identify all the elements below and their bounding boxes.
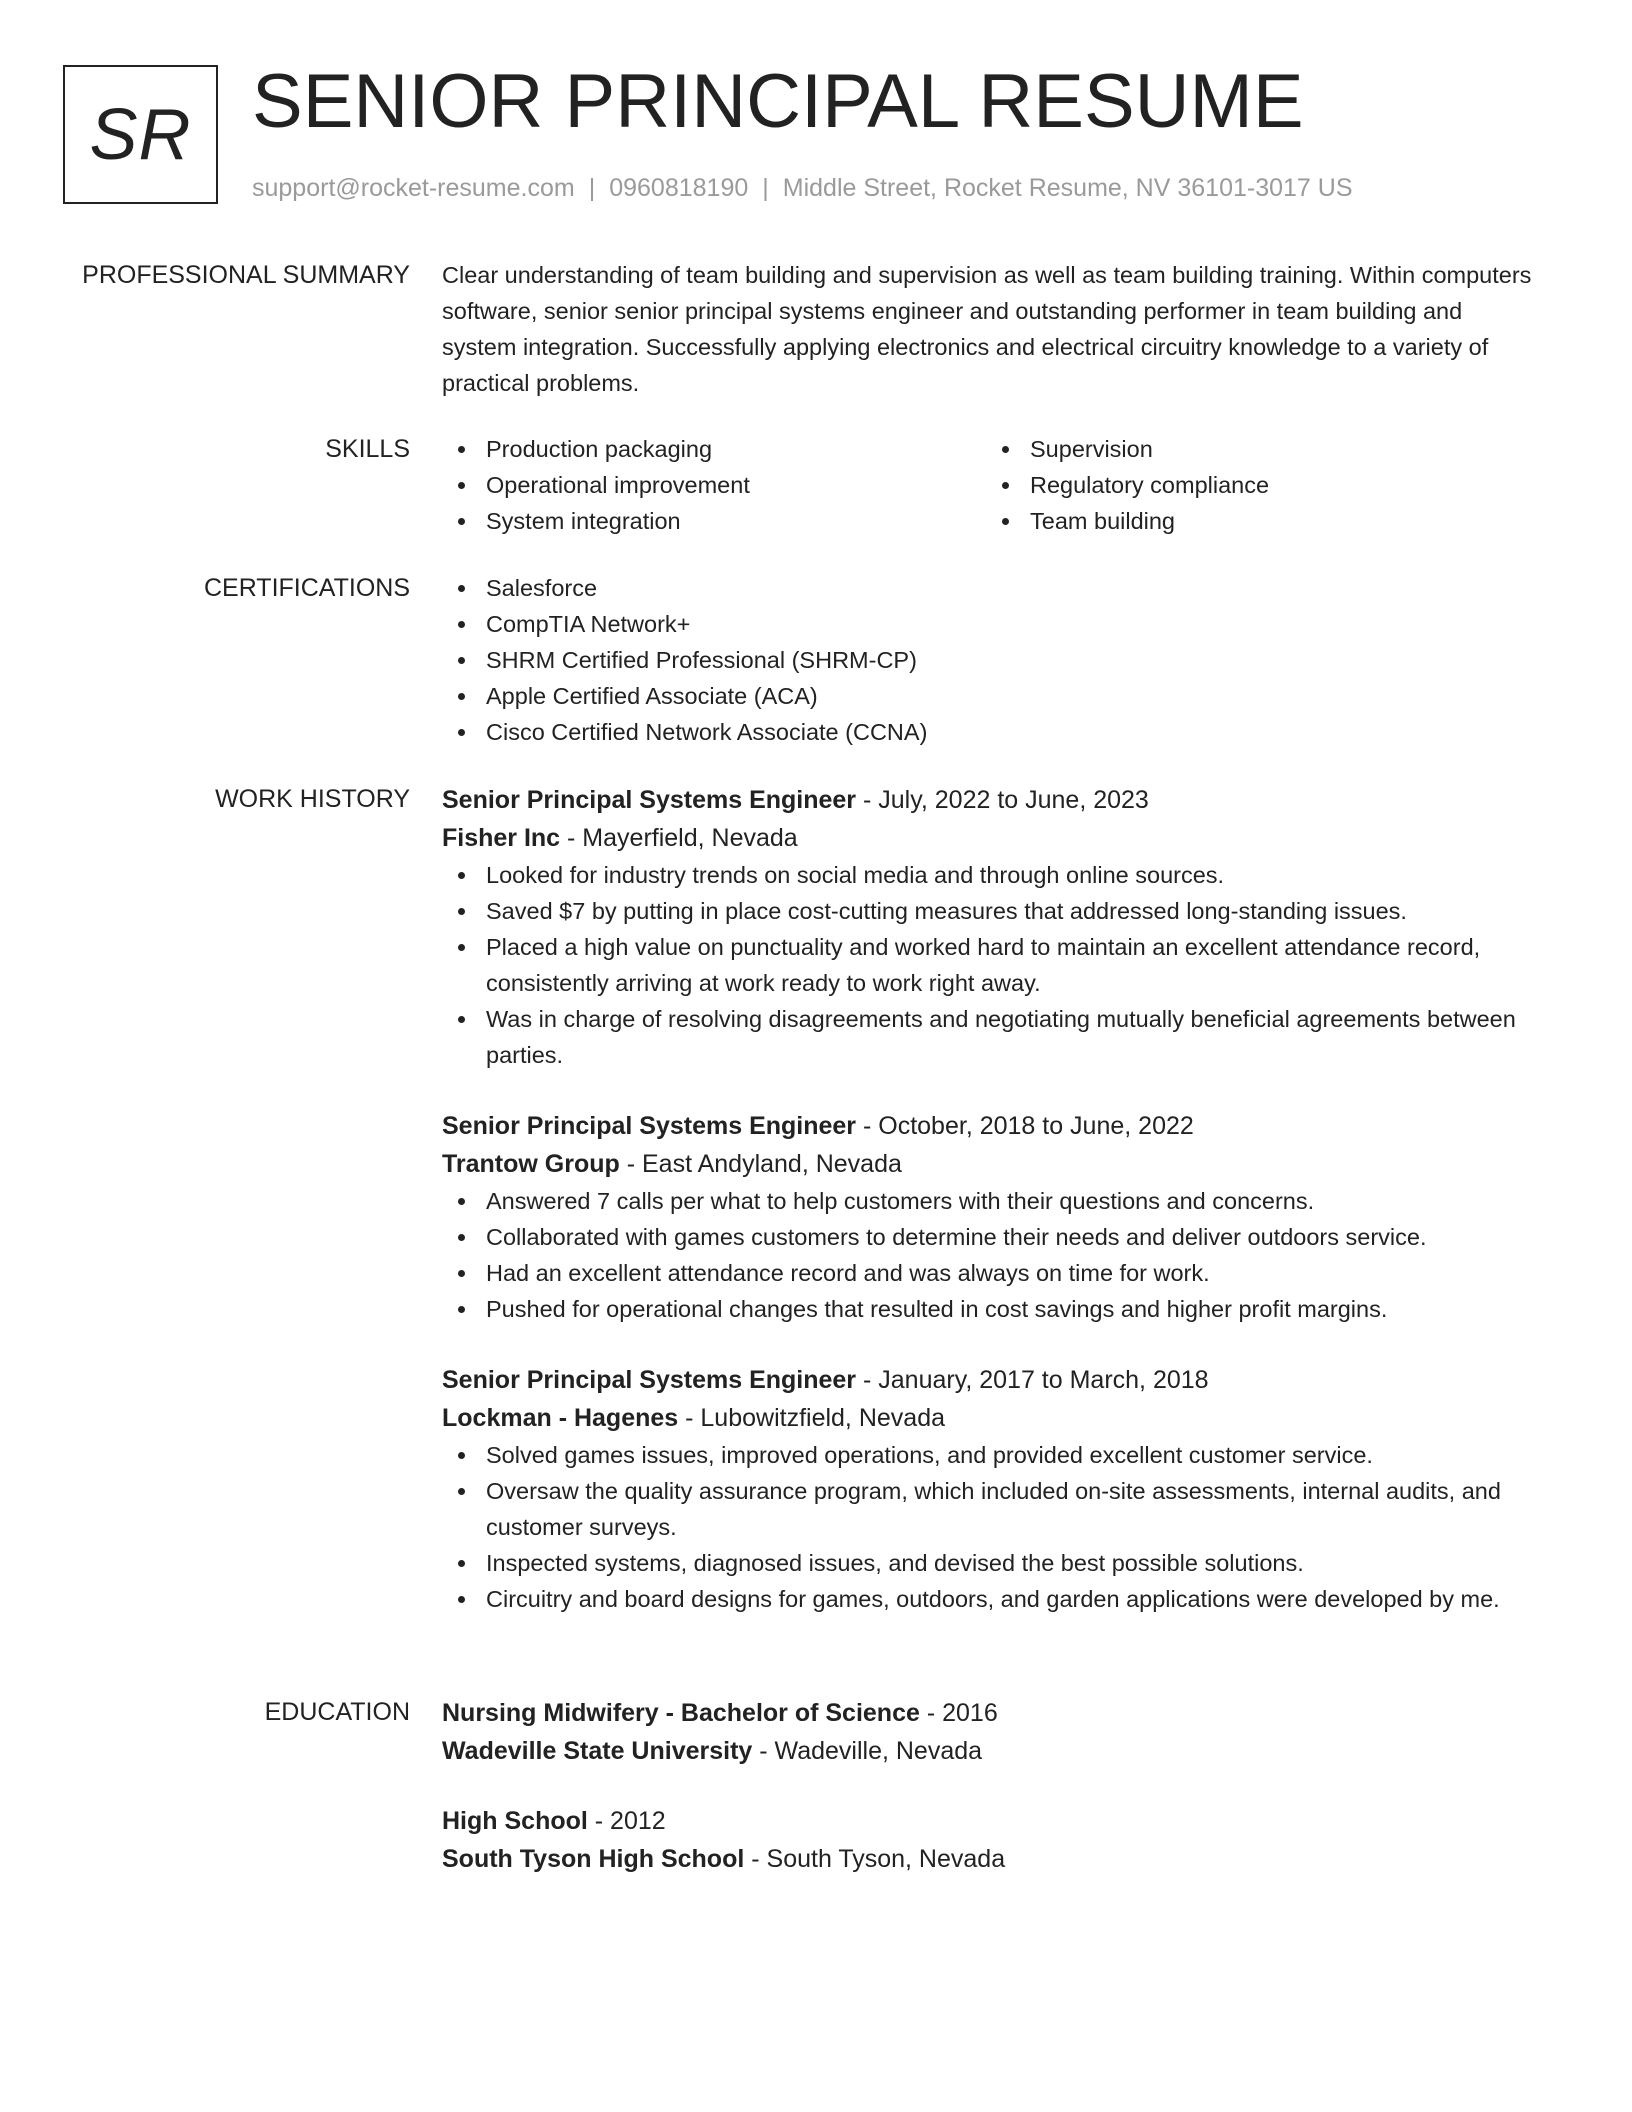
page-title: SENIOR PRINCIPAL RESUME (252, 59, 1304, 144)
section-heading-certifications: CERTIFICATIONS (203, 574, 410, 602)
job-entry (442, 1361, 1542, 1617)
certifications-list (442, 570, 1542, 750)
contact-separator: | (588, 174, 596, 202)
job-bullet: Solved games issues, improved operations, and provided excellent customer service. (486, 1437, 1542, 1473)
skill-item: Production packaging (486, 431, 986, 467)
job-company-line (442, 1399, 1542, 1437)
job-bullets (442, 1183, 1542, 1327)
education-degree-line (442, 1694, 1542, 1732)
job-title: Senior Principal Systems Engineer (442, 1366, 857, 1394)
skill-item: Regulatory compliance (1030, 467, 1530, 503)
job-entry (442, 781, 1542, 1073)
job-location: - East Andyland, Nevada (619, 1150, 902, 1178)
education-body (442, 1694, 1542, 1910)
skills-list (442, 431, 1542, 539)
contact-address: Middle Street, Rocket Resume, NV 36101-3017 US (782, 174, 1353, 202)
job-bullet: Looked for industry trends on social media and through online sources. (486, 857, 1542, 893)
skill-item: Team building (1030, 503, 1530, 539)
skill-item: System integration (486, 503, 986, 539)
education-degree-line (442, 1802, 1542, 1840)
certifications-body (442, 570, 1542, 750)
job-bullet: Pushed for operational changes that resulted in cost savings and higher profit margins. (486, 1291, 1542, 1327)
education-entry (442, 1802, 1542, 1878)
education-degree: High School (442, 1807, 588, 1835)
work-history-body (442, 781, 1542, 1651)
job-dates: - October, 2018 to June, 2022 (856, 1112, 1194, 1140)
job-location: - Mayerfield, Nevada (560, 824, 798, 852)
education-location: - Wadeville, Nevada (752, 1737, 983, 1765)
job-company-line (442, 819, 1542, 857)
education-school: South Tyson High School (442, 1845, 745, 1873)
contact-line (252, 172, 1353, 204)
summary-text: Clear understanding of team building and supervision as well as team building training. Within computers software, senior senior principal systems engineer and outstanding performer in team building and system integration. Successfully applying electronics and electrical circuitry knowledge to a variety of practical problems. (442, 262, 1532, 396)
education-location: - South Tyson, Nevada (744, 1845, 1006, 1873)
certification-item: Cisco Certified Network Associate (CCNA) (486, 714, 1542, 750)
skills-column-2 (986, 431, 1530, 539)
contact-phone: 0960818190 (609, 174, 749, 202)
job-bullet: Answered 7 calls per what to help customers with their questions and concerns. (486, 1183, 1542, 1219)
job-title-line (442, 1361, 1542, 1399)
contact-separator: | (762, 174, 769, 202)
job-title-line (442, 1107, 1542, 1145)
job-bullets (442, 1437, 1542, 1617)
skill-item: Operational improvement (486, 467, 986, 503)
certification-item: Apple Certified Associate (ACA) (486, 678, 1542, 714)
job-bullets (442, 857, 1542, 1073)
job-company-line (442, 1145, 1542, 1183)
job-title: Senior Principal Systems Engineer (442, 786, 857, 814)
job-bullet: Oversaw the quality assurance program, which included on-site assessments, internal audits, and customer surveys. (486, 1473, 1542, 1545)
job-bullet: Saved $7 by putting in place cost-cutting measures that addressed long-standing issues. (486, 893, 1542, 929)
contact-email: support@rocket-resume.com (252, 174, 575, 202)
job-dates: - January, 2017 to March, 2018 (856, 1366, 1209, 1394)
job-bullet: Had an excellent attendance record and was always on time for work. (486, 1255, 1542, 1291)
job-bullet: Inspected systems, diagnosed issues, and devised the best possible solutions. (486, 1545, 1542, 1581)
education-school-line (442, 1840, 1542, 1878)
section-heading-skills: SKILLS (325, 435, 410, 463)
job-bullet: Placed a high value on punctuality and worked hard to maintain an excellent attendance record, consistently arriving at work ready to work right away. (486, 929, 1542, 1001)
job-company: Trantow Group (442, 1150, 620, 1178)
education-year: - 2016 (919, 1699, 998, 1727)
monogram-box (63, 65, 218, 204)
section-heading-summary: PROFESSIONAL SUMMARY (82, 261, 410, 289)
skills-column-1 (442, 431, 986, 539)
certification-item: Salesforce (486, 570, 1542, 606)
job-dates: - July, 2022 to June, 2023 (856, 786, 1149, 814)
education-year: - 2012 (587, 1807, 666, 1835)
skill-item: Supervision (1030, 431, 1530, 467)
education-school: Wadeville State University (442, 1737, 753, 1765)
job-title-line (442, 781, 1542, 819)
education-school-line (442, 1732, 1542, 1770)
job-location: - Lubowitzfield, Nevada (678, 1404, 945, 1432)
section-heading-education: EDUCATION (264, 1698, 410, 1726)
job-bullet: Was in charge of resolving disagreements and negotiating mutually beneficial agreements between parties. (486, 1001, 1542, 1073)
initials: SR (89, 94, 192, 175)
certification-item: SHRM Certified Professional (SHRM-CP) (486, 642, 1542, 678)
education-degree: Nursing Midwifery - Bachelor of Science (442, 1699, 920, 1727)
certification-item: CompTIA Network+ (486, 606, 1542, 642)
job-title: Senior Principal Systems Engineer (442, 1112, 857, 1140)
job-bullet: Circuitry and board designs for games, outdoors, and garden applications were developed by me. (486, 1581, 1542, 1617)
education-entry (442, 1694, 1542, 1770)
job-company: Lockman - Hagenes (442, 1404, 679, 1432)
job-bullet: Collaborated with games customers to determine their needs and deliver outdoors service. (486, 1219, 1542, 1255)
job-company: Fisher Inc (442, 824, 561, 852)
job-entry (442, 1107, 1542, 1327)
section-heading-work-history: WORK HISTORY (215, 785, 410, 813)
